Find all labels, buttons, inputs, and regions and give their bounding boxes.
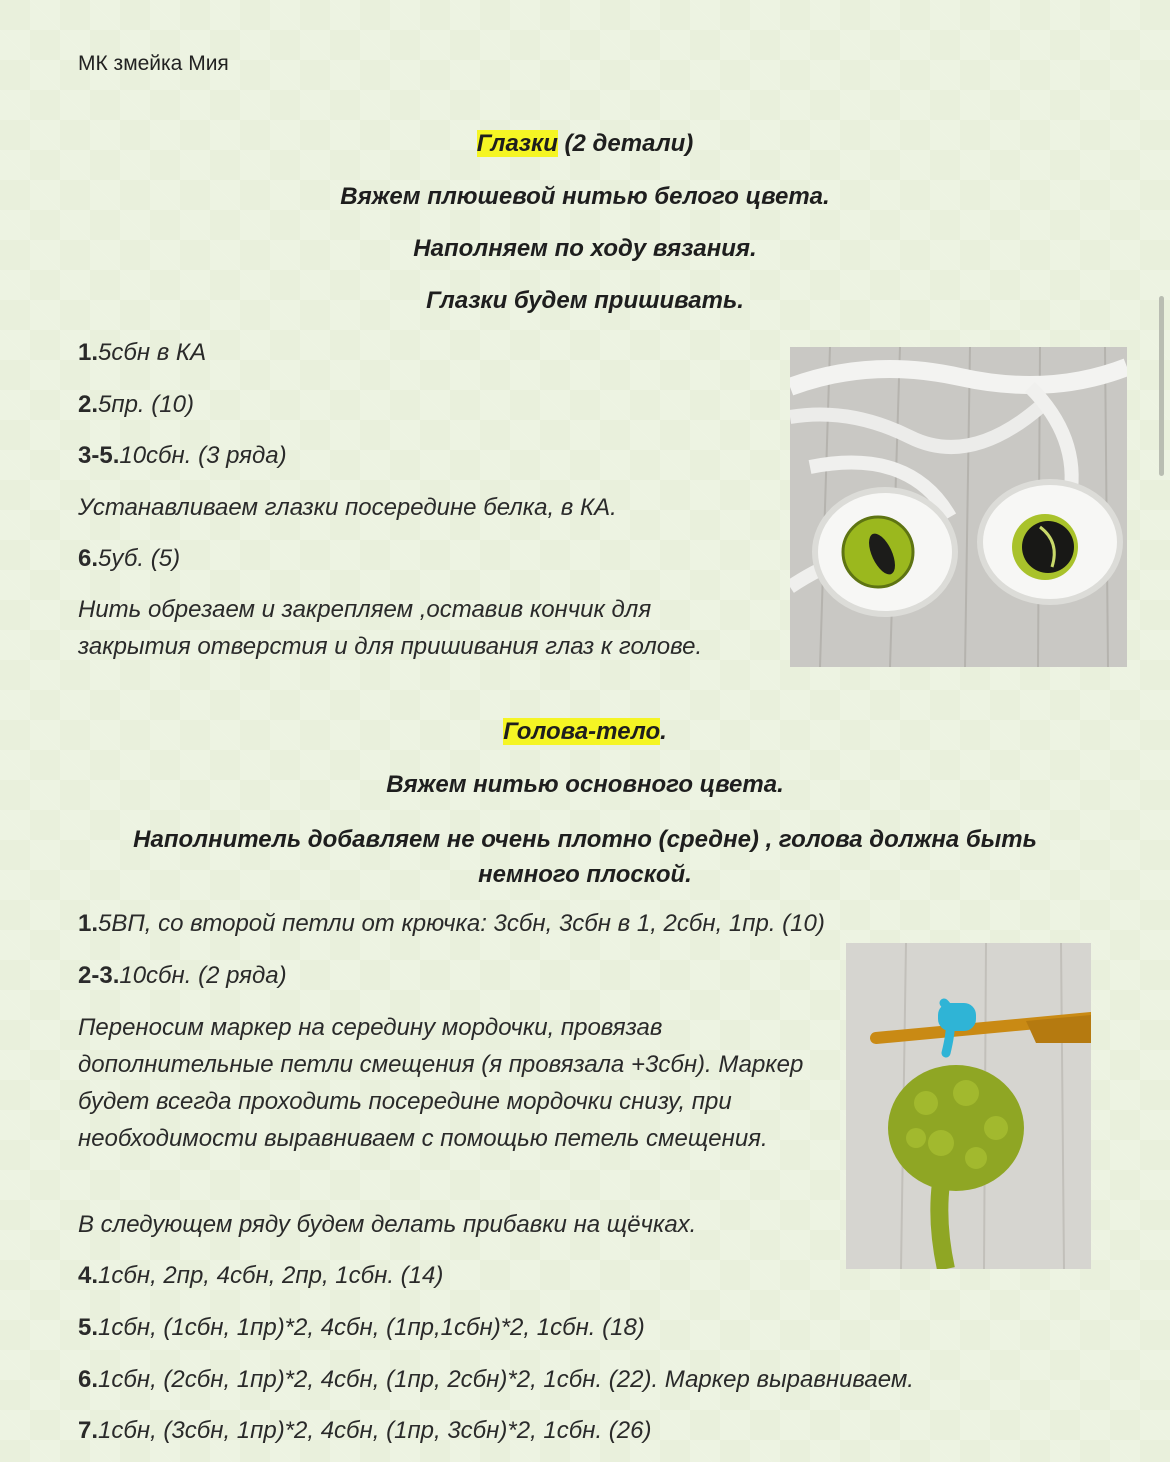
- row-text: 1сбн, (1сбн, 1пр)*2, 4сбн, (1пр,1сбн)*2, 1сбн. (18): [98, 1314, 645, 1341]
- row-number: 3-5.: [78, 442, 120, 469]
- eyes-closing-note: Нить обрезаем и закрепляем ,оставив кончик для закрытия отверстия и для пришивания глаз к голове.: [78, 596, 703, 660]
- row-text: 1сбн, (3сбн, 1пр)*2, 4сбн, (1пр, 3сбн)*2, 1сбн. (26): [98, 1417, 652, 1444]
- eyes-title-highlight: Глазки: [476, 130, 558, 157]
- row-number: 2.: [78, 391, 99, 418]
- body-title-highlight: Голова-тело: [503, 718, 661, 745]
- head-photo-illustration: [846, 943, 1091, 1269]
- document-header: МК змейка Мия: [78, 52, 229, 75]
- body-intro-1: Вяжем нитью основного цвета.: [386, 771, 784, 798]
- row-text: Устанавливаем глазки посередине белка, в КА.: [78, 494, 617, 521]
- row-number: 1.: [78, 339, 99, 366]
- row-number: 5.: [78, 1314, 99, 1341]
- row-number: 2-3.: [78, 962, 120, 989]
- body-intro-2: Наполнитель добавляем не очень плотно (средне) , голова должна быть немного плоской.: [133, 826, 1037, 888]
- row-number: 6.: [78, 1366, 99, 1393]
- row-text: 1сбн, 2пр, 4сбн, 2пр, 1сбн. (14): [98, 1262, 444, 1289]
- body-row: [78, 1309, 645, 1346]
- row-text: 10сбн. (3 ряда): [119, 442, 287, 469]
- row-number: 6.: [78, 545, 99, 572]
- next-row-note: В следующем ряду будем делать прибавки на щёчках.: [78, 1211, 697, 1238]
- row-text: 5уб. (5): [98, 545, 181, 572]
- row-text: 5сбн в КА: [98, 339, 207, 366]
- eyes-intro-1: Вяжем плюшевой нитью белого цвета.: [340, 183, 830, 210]
- body-row: [78, 1257, 443, 1294]
- eyes-row: [78, 489, 617, 526]
- body-row: [78, 1412, 651, 1449]
- eyes-row: [78, 386, 194, 423]
- body-title-suffix: .: [660, 718, 667, 745]
- eyes-section-title: [0, 130, 1170, 158]
- eyes-row: [78, 437, 287, 474]
- eyes-row: [78, 334, 206, 371]
- row-number: 4.: [78, 1262, 99, 1289]
- eyes-intro-3: Глазки будем пришивать.: [426, 287, 744, 314]
- body-section-title: [0, 718, 1170, 746]
- head-photo: [846, 943, 1091, 1269]
- row-number: 1.: [78, 910, 99, 937]
- row-text: 5ВП, со второй петли от крючка: 3сбн, 3сбн в 1, 2сбн, 1пр. (10): [98, 910, 825, 937]
- body-row: [78, 905, 825, 942]
- row-text: 10сбн. (2 ряда): [119, 962, 287, 989]
- row-text: 1сбн, (2сбн, 1пр)*2, 4сбн, (1пр, 2сбн)*2, 1сбн. (22). Маркер выравниваем.: [98, 1366, 914, 1393]
- eyes-photo-illustration: [790, 347, 1127, 667]
- eyes-photo: [790, 347, 1127, 667]
- body-row: [78, 1361, 914, 1398]
- eyes-row: [78, 540, 180, 577]
- row-number: 7.: [78, 1417, 99, 1444]
- eyes-intro-2: Наполняем по ходу вязания.: [413, 235, 757, 262]
- eyes-title-suffix: (2 детали): [557, 130, 694, 157]
- scrollbar[interactable]: [1159, 296, 1164, 476]
- marker-note: Переносим маркер на середину мордочки, провязав дополнительные петли смещения (я провязала +3сбн). Маркер будет всегда проходить посередине мордочки снизу, при необходимости выравниваем с помощью петель смещения.: [78, 1014, 804, 1152]
- row-text: 5пр. (10): [98, 391, 194, 418]
- body-row: [78, 957, 287, 994]
